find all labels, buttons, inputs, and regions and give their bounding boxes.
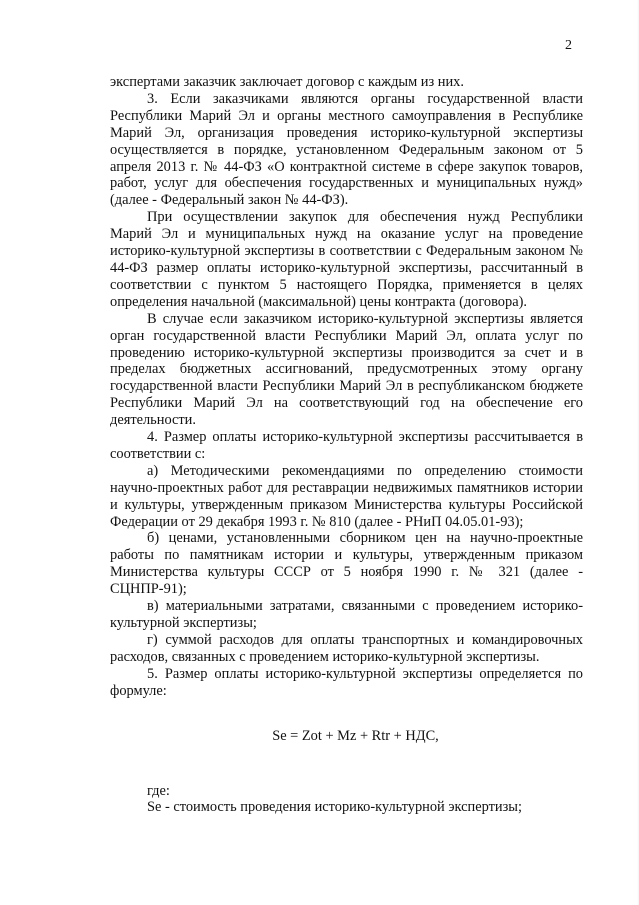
document-body <box>110 74 583 816</box>
paragraph-item-3: 3. Если заказчиками являются органы государственной власти Республики Марий Эл и органы местного самоуправления в Республике Марий Эл, организация проведения историко-культурной экспертизы осуществляется в порядке, установленном Федеральным законом от 5 апреля 2013 г. № 44-ФЗ «О контрактной системе в сфере закупок товаров, работ, услуг для обеспечения государственных и муниципальных нужд» (далее - Федеральный закон № 44-ФЗ). <box>110 90 583 209</box>
paragraph-item-4d: г) суммой расходов для оплаты транспортных и командировочных расходов, связанных с проведением историко-культурной экспертизы. <box>110 631 583 665</box>
where-label: где: <box>147 782 170 799</box>
paragraph-item-4a: а) Методическими рекомендациями по определению стоимости научно-проектных работ для реставрации недвижимых памятников истории и культуры, утвержденным приказом Министерства культуры Российской Федерации от 29 декабря 1993 г. № 810 (далее - РНиП 04.05.01-93); <box>110 462 583 530</box>
paragraph-procurement: При осуществлении закупок для обеспечения нужд Республики Марий Эл и муниципальных нужд на оказание услуг на проведение историко-культурной экспертизы в соответствии с Федеральным законом № 44-ФЗ размер оплаты историко-культурной экспертизы, рассчитанный в соответствии с пунктом 5 настоящего Порядка, применяется в целях определения начальной (максимальной) цены контракта (договора). <box>110 209 583 310</box>
cost-formula: Se = Zot + Mz + Rtr + НДС, <box>272 727 439 744</box>
paragraph-item-4: 4. Размер оплаты историко-культурной экспертизы рассчитывается в соответствии с: <box>110 429 583 462</box>
page-number: 2 <box>565 38 572 53</box>
definition-se: Se - стоимость проведения историко-культурной экспертизы; <box>147 799 522 816</box>
paragraph-item-4c: в) материальными затратами, связанными с проведением историко-культурной экспертизы; <box>110 598 583 631</box>
paragraph-continuation: экспертами заказчик заключает договор с каждым из них. <box>110 74 464 90</box>
paragraph-payment: В случае если заказчиком историко-культурной экспертизы является орган государственной власти Республики Марий Эл, оплата услуг по проведению историко-культурной экспертизы производится за счет и в пределах бюджетных ассигнований, предусмотренных этому органу государственной власти Республики Марий Эл в республиканском бюджете Республики Марий Эл на соответствующий год на обеспечение его деятельности. <box>110 310 583 429</box>
paragraph-item-4b: б) ценами, установленными сборником цен на научно-проектные работы по памятникам истории и культуры, утвержденным приказом Министерства культуры СССР от 5 ноября 1990 г. № 321 (далее - СЦНПР-91); <box>110 530 583 598</box>
paragraph-item-5: 5. Размер оплаты историко-культурной экспертизы определяется по формуле: <box>110 665 583 699</box>
